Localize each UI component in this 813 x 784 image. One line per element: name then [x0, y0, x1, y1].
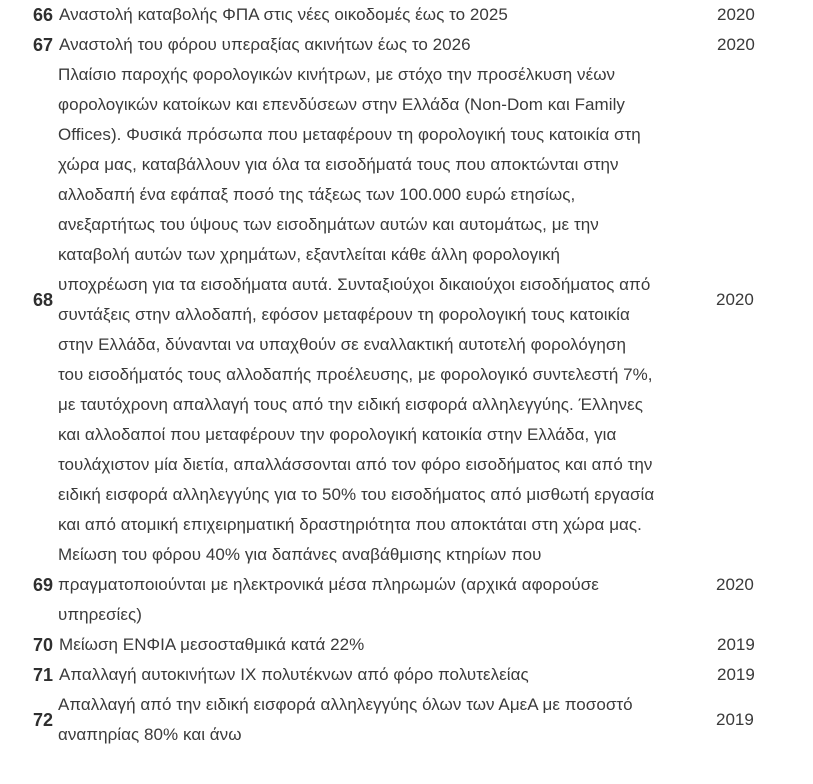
row-number: 72: [33, 710, 54, 730]
description-line: πραγματοποιούνται με ηλεκτρονικά μέσα πληρωμών (αρχικά αφορούσε: [58, 575, 599, 594]
row-number: 69: [33, 575, 54, 595]
description-line: Μείωση του φόρου 40% για δαπάνες αναβάθμισης κτηρίων που: [58, 545, 542, 564]
row-number: 68: [33, 290, 54, 310]
row-description: [57, 60, 716, 540]
description-line: αναπηρίας 80% και άνω: [58, 725, 242, 744]
description-line: Πλαίσιο παροχής φορολογικών κινήτρων, με στόχο την προσέλκυση νέων: [58, 65, 616, 84]
table-row: [0, 540, 813, 630]
description-line: ανεξαρτήτως του ύψους των εισοδημάτων αυτών και αυτομάτως, με την: [58, 215, 599, 234]
description-line: στην Ελλάδα, δύνανται να υπαχθούν σε εναλλακτική αυτοτελή φορολόγηση: [58, 335, 626, 354]
row-number: 66: [33, 5, 54, 25]
description-line: ειδική εισφορά αλληλεγγύης για το 50% του εισοδήματος από μισθωτή εργασία: [58, 485, 655, 504]
table-row: [0, 690, 813, 750]
row-description: [57, 540, 716, 630]
description-line: αλλοδαπή ένα εφάπαξ ποσό της τάξεως των 100.000 ευρώ ετησίως,: [58, 185, 576, 204]
description-line: τουλάχιστον μία διετία, απαλλάσσονται από τον φόρο εισοδήματος και από την: [58, 455, 653, 474]
description-line: υπηρεσίες): [58, 605, 142, 624]
description-line: Αναστολή καταβολής ΦΠΑ στις νέες οικοδομές έως το 2025: [59, 5, 508, 24]
description-line: υποχρέωση για τα εισοδήματα αυτά. Συνταξιούχοι δικαιούχοι εισοδήματος από: [58, 275, 651, 294]
description-line: καταβολή αυτών των χρημάτων, εξαντλείται κάθε άλλη φορολογική: [58, 245, 561, 264]
table-row: [0, 660, 813, 690]
description-line: Αναστολή του φόρου υπεραξίας ακινήτων έως το 2026: [59, 35, 471, 54]
description-line: φορολογικών κατοίκων και επενδύσεων στην Ελλάδα (Non-Dom και Family: [58, 95, 625, 114]
row-year: 2019: [717, 635, 755, 654]
description-line: χώρα μας, καταβάλλουν για όλα τα εισοδήματά τους που αποκτώνται στην: [58, 155, 619, 174]
row-year: 2020: [716, 575, 754, 594]
row-number: 67: [33, 35, 54, 55]
row-description: [57, 660, 717, 690]
table-row: [0, 630, 813, 660]
description-line: Απαλλαγή αυτοκινήτων ΙΧ πολυτέκνων από φόρο πολυτελείας: [59, 665, 529, 684]
description-line: Απαλλαγή από την ειδική εισφορά αλληλεγγύης όλων των ΑμεΑ με ποσοστό: [58, 695, 633, 714]
description-line: και αλλοδαποί που μεταφέρουν την φορολογική κατοικία στην Ελλάδα, για: [58, 425, 617, 444]
row-year: 2019: [716, 710, 754, 729]
row-number: 70: [33, 635, 54, 655]
row-description: [57, 30, 717, 60]
row-description: [57, 0, 717, 30]
description-line: Μείωση ΕΝΦΙΑ μεσοσταθμικά κατά 22%: [59, 635, 365, 654]
description-line: του εισοδήματός τους αλλοδαπής προέλευσης, με φορολογικό συντελεστή 7%,: [58, 365, 653, 384]
description-line: και από ατομική επιχειρηματική δραστηριότητα που αποκτάται στη χώρα μας.: [58, 515, 642, 534]
description-line: με ταυτόχρονη απαλλαγή τους από την ειδική εισφορά αλληλεγγύης. Έλληνες: [58, 395, 643, 414]
row-year: 2020: [717, 5, 755, 24]
table-row: [0, 60, 813, 540]
table-row: [0, 0, 813, 30]
row-number: 71: [33, 665, 54, 685]
description-line: Offices). Φυσικά πρόσωπα που μεταφέρουν τη φορολογική τους κατοικία στη: [58, 125, 641, 144]
row-description: [57, 690, 716, 750]
row-year: 2020: [717, 35, 755, 54]
description-line: συντάξεις στην αλλοδαπή, εφόσον μεταφέρουν τη φορολογική τους κατοικία: [58, 305, 630, 324]
table-row: [0, 30, 813, 60]
row-description: [57, 630, 717, 660]
row-year: 2019: [717, 665, 755, 684]
row-year: 2020: [716, 290, 754, 309]
